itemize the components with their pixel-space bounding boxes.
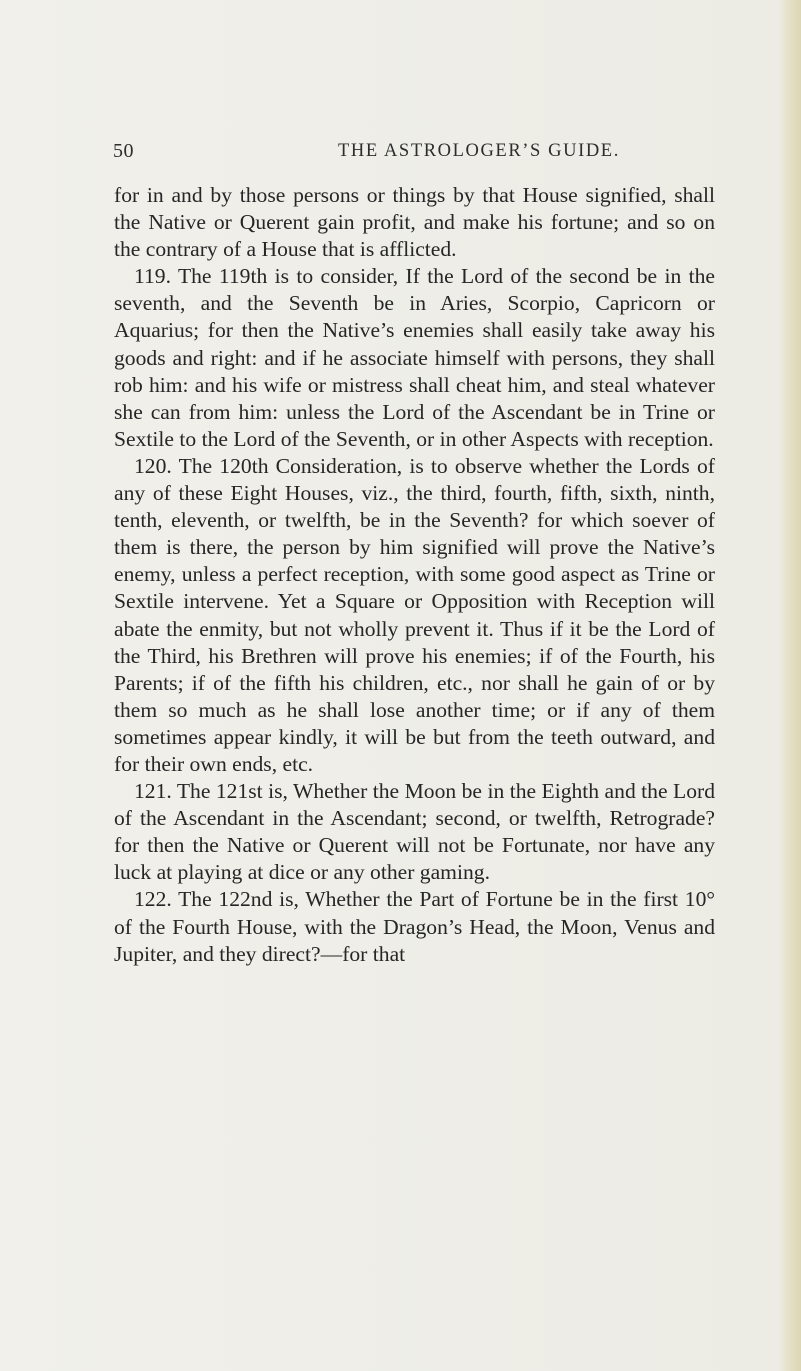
paragraph-122: 122. The 122nd is, Whether the Part of Fortune be in the first 10° of the Fourth House, with the Dragon’s Head, the Moon, Venus and Jupiter, and they direct?—for that (114, 887, 715, 966)
paragraph-121: 121. The 121st is, Whether the Moon be in the Eighth and the Lord of the Ascendant in the Ascendant; second, or twelfth, Retrograde? for then the Native or Querent will not be Fortunate, nor have any luck at playing at dice or any other gaming. (114, 779, 715, 885)
paragraph-120: 120. The 120th Consideration, is to observe whether the Lords of any of these Eight Houses, viz., the third, fourth, fifth, sixth, ninth, tenth, eleventh, or twelfth, be in the Seventh? for which soever of them is there, the person by him signified will prove the Native’s enemy, unless a perfect reception, with some good aspect as Trine or Sextile intervene. Yet a Square or Opposition with Reception will abate the enmity, but not wholly prevent it. Thus if it be the Lord of the Third, his Brethren will prove his enemies; if of the Fourth, his Parents; if of the fifth his children, etc., nor shall he gain of or by them so much as he shall lose another time; or if any of them sometimes appear kindly, it will be but from the teeth outward, and for their own ends, etc. (114, 453, 715, 776)
body-text (114, 182, 715, 968)
running-title: THE ASTROLOGER’S GUIDE. (338, 141, 620, 161)
paragraph-119: 119. The 119th is to consider, If the Lord of the second be in the seventh, and the Seventh be in Aries, Scorpio, Capricorn or Aquarius; for then the Native’s enemies shall easily take away his goods and right: and if he associate himself with persons, they shall rob him: and his wife or mistress shall cheat him, and steal whatever she can from him: unless the Lord of the Ascendant be in Trine or Sextile to the Lord of the Seventh, or in other Aspects with reception. (114, 264, 715, 451)
page-number: 50 (113, 140, 134, 162)
paragraph-continuation: for in and by those persons or things by that House signified, shall the Native or Querent gain profit, and make his fortune; and so on the contrary of a House that is afflicted. (114, 183, 715, 262)
page-edge-shadow (779, 0, 801, 1371)
